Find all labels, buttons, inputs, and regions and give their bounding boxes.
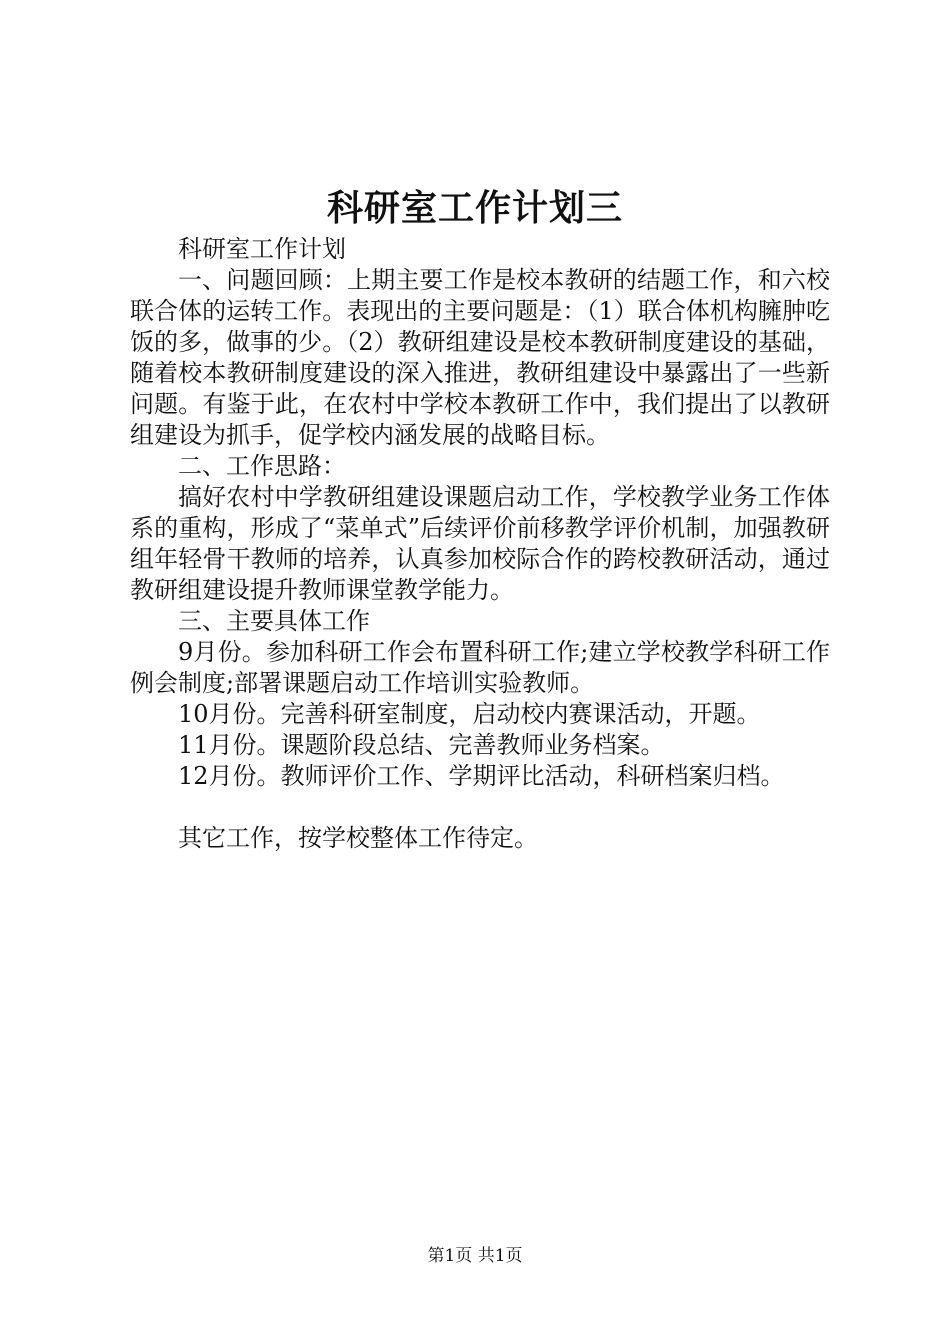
document-body	[130, 234, 830, 854]
subtitle-paragraph: 科研室工作计划	[178, 235, 346, 263]
main-work-heading: 三、主要具体工作	[178, 607, 370, 635]
document-title: 科研室工作计划三	[326, 187, 623, 229]
december-plan: 12月份。教师评价工作、学期评比活动，科研档案归档。	[178, 762, 785, 790]
problem-review-paragraph: 一、问题回顾：上期主要工作是校本教研的结题工作，和六校联合体的运转工作。表现出的主要问题是：（1）联合体机构臃肿吃饭的多，做事的少。（2）教研组建设是校本教研制度建设的基础，随着校本教研制度建设的深入推进，教研组建设中暴露出了一些新问题。有鉴于此，在农村中学校本教研工作中，我们提出了以教研组建设为抓手，促学校内涵发展的战略目标。	[130, 266, 830, 449]
work-idea-heading: 二、工作思路：	[178, 452, 346, 480]
october-plan: 10月份。完善科研室制度，启动校内赛课活动，开题。	[178, 700, 761, 728]
paragraph-gap	[130, 792, 830, 823]
work-idea-paragraph: 搞好农村中学教研组建设课题启动工作，学校教学业务工作体系的重构，形成了“菜单式”后续评价前移教学评价机制，加强教研组年轻骨干教师的培养，认真参加校际合作的跨校教研活动，通过教研组建设提升教师课堂教学能力。	[130, 483, 830, 604]
other-work-paragraph: 其它工作，按学校整体工作待定。	[178, 824, 538, 852]
november-plan: 11月份。课题阶段总结、完善教师业务档案。	[178, 731, 665, 759]
page-footer: 第1页 共1页	[427, 1246, 523, 1266]
september-plan: 9月份。参加科研工作会布置科研工作;建立学校教学科研工作例会制度;部署课题启动工作培训实验教师。	[130, 638, 830, 697]
